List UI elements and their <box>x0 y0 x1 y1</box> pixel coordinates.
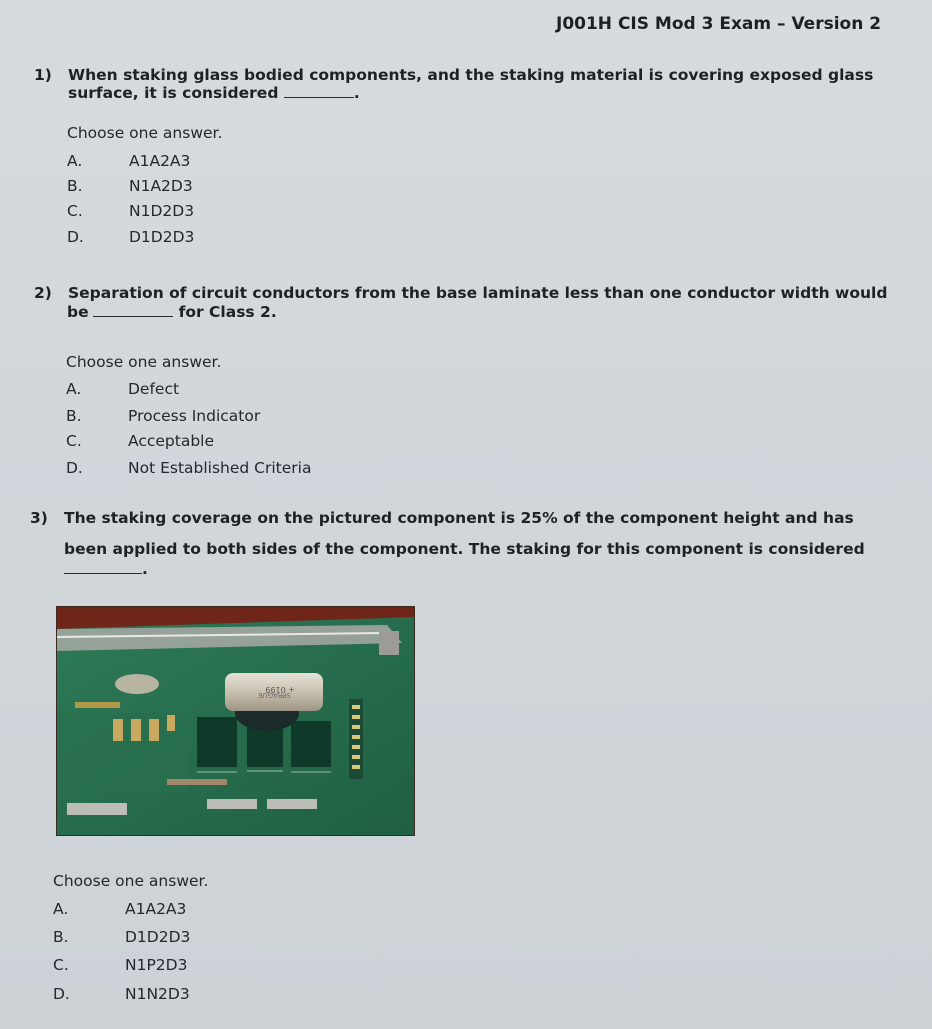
question-3-line-3 <box>64 560 148 578</box>
question-2-prompt: Choose one answer. <box>66 353 222 371</box>
question-3-option-b[interactable] <box>53 928 190 946</box>
question-3-prompt: Choose one answer. <box>53 872 209 890</box>
question-3-answer-blank <box>64 561 142 574</box>
question-2-option-d[interactable] <box>66 459 311 477</box>
option-text: Acceptable <box>128 432 215 450</box>
question-2-number: 2) <box>34 284 52 302</box>
question-1-option-d[interactable] <box>67 228 194 246</box>
option-letter: C. <box>53 956 69 974</box>
option-letter: B. <box>66 407 82 425</box>
question-2-text-line-1: Separation of circuit conductors from the base laminate less than one conductor width would <box>68 284 888 302</box>
trace-gold <box>75 702 120 708</box>
option-text: Not Established Criteria <box>128 459 312 477</box>
option-text: N1P2D3 <box>125 956 188 974</box>
option-text: D1D2D3 <box>125 928 191 946</box>
option-text: N1N2D3 <box>125 985 190 1003</box>
question-2-text-start: be <box>67 303 89 321</box>
option-letter: C. <box>66 432 82 450</box>
option-text: A1A2A3 <box>129 152 191 170</box>
pcb-component-photo <box>56 606 415 836</box>
option-text: N1A2D3 <box>129 177 193 195</box>
question-3-line-1 <box>30 509 854 527</box>
question-1-line-1 <box>34 66 873 84</box>
question-1-line-2 <box>68 84 360 102</box>
question-3-text-line-1: The staking coverage on the pictured component is 25% of the component height and has <box>64 509 854 527</box>
option-letter: D. <box>66 459 83 477</box>
question-1-option-a[interactable] <box>67 152 190 170</box>
question-2-line-2 <box>67 303 277 321</box>
option-text: A1A2A3 <box>125 900 187 918</box>
question-2-line-1 <box>34 284 887 302</box>
question-1-prompt: Choose one answer. <box>67 124 223 142</box>
question-3-line-2 <box>64 540 865 558</box>
question-1-number: 1) <box>34 66 52 84</box>
question-3-option-d[interactable] <box>53 985 190 1003</box>
question-1-text-line-1: When staking glass bodied components, and the staking material is covering exposed glass <box>68 66 874 84</box>
page-title: J001H CIS Mod 3 Exam – Version 2 <box>556 14 882 34</box>
question-2-option-a[interactable] <box>66 380 179 398</box>
top-edge-scrawl <box>150 0 270 6</box>
question-1-text-line-2: surface, it is considered <box>68 84 279 102</box>
option-letter: B. <box>67 177 83 195</box>
question-2-option-c[interactable] <box>66 432 214 450</box>
question-3-number: 3) <box>30 509 48 527</box>
question-2-text-end: for Class 2. <box>178 303 277 321</box>
trace-bottom <box>167 779 227 785</box>
pcb-photo-drawing <box>57 607 414 835</box>
question-2-answer-blank <box>93 304 173 317</box>
option-letter: B. <box>53 928 69 946</box>
question-2-option-b[interactable] <box>66 407 260 425</box>
option-text: D1D2D3 <box>129 228 195 246</box>
option-text: Process Indicator <box>128 407 261 425</box>
question-3-option-a[interactable] <box>53 900 186 918</box>
option-letter: C. <box>67 202 83 220</box>
question-3-period: . <box>142 560 148 578</box>
option-letter: D. <box>53 985 70 1003</box>
question-1-option-b[interactable] <box>67 177 193 195</box>
option-text: Defect <box>128 380 180 398</box>
question-1-option-c[interactable] <box>67 202 194 220</box>
option-text: N1D2D3 <box>129 202 195 220</box>
question-1-period: . <box>353 84 360 102</box>
rail-bracket <box>379 631 399 655</box>
capacitor-marking: + 0199 <box>265 685 295 694</box>
capacitor-brand: SPRAGUE <box>258 691 291 699</box>
option-letter: D. <box>67 228 84 246</box>
option-letter: A. <box>67 152 83 170</box>
question-3-text-line-2: been applied to both sides of the component. The staking for this component is considered <box>64 540 865 558</box>
question-1-answer-blank <box>284 85 354 98</box>
option-letter: A. <box>66 380 82 398</box>
question-3-option-c[interactable] <box>53 956 187 974</box>
solder-pad <box>115 674 159 694</box>
option-letter: A. <box>53 900 69 918</box>
